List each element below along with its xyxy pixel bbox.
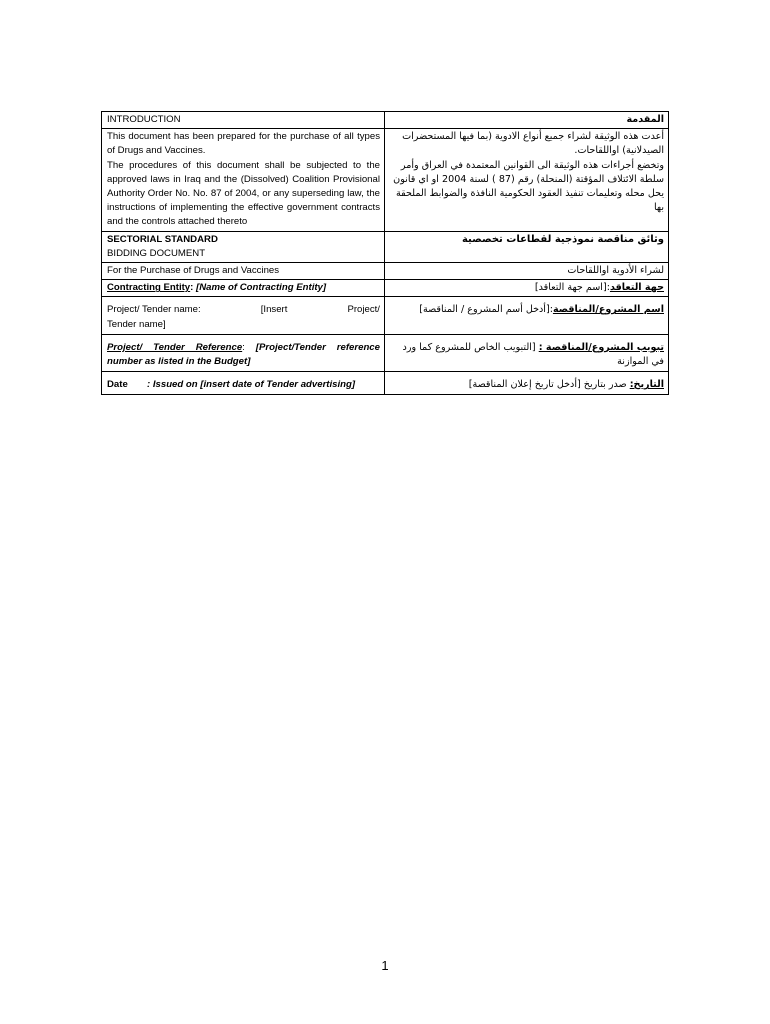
sectorial-line-2: BIDDING DOCUMENT <box>107 247 206 259</box>
intro-paragraph-1-en: This document has been prepared for the purchase of all types of Drugs and Vaccines. <box>107 131 380 157</box>
date-value-ar: صدر بتاريخ [أدخل تاريخ إعلان المناقصة] <box>468 379 627 391</box>
purchase-ar: لشراء الأدوية اواللقاحات <box>385 263 669 280</box>
project-name-insert: [Insert <box>260 304 288 316</box>
purchase-row <box>102 263 669 280</box>
contracting-label-ar: جهة التعاقد <box>609 282 664 294</box>
project-name-tender: Tender name] <box>107 318 166 330</box>
intro-heading-row <box>102 112 669 129</box>
contracting-label: Contracting Entity <box>107 282 191 294</box>
reference-value: [Project/Tender reference number as listed in the Budget] <box>107 341 380 368</box>
date-value: : Issued on [insert date of Tender advertising] <box>147 379 356 391</box>
intro-paragraph-2-ar: وتخضع أجراءات هذه الوثيقة الى القوانين المعتمدة في العراق وأمر سلطة الائتلاف المؤقتة (المنحلة) رقم (87 ) لسنة 2004 او اي قانون يحل محله وتعليمات تنفيذ العقود الحكومية النافذة والضوابط الملحقة بها <box>393 159 664 214</box>
purchase-en: For the Purchase of Drugs and Vaccines <box>102 263 385 280</box>
project-name-en <box>102 297 385 334</box>
intro-body-row <box>102 129 669 231</box>
intro-heading-en: INTRODUCTION <box>102 112 385 129</box>
project-name-first-line <box>107 303 380 317</box>
reference-label-ar: تبويب المشروع/المناقصة : <box>538 341 664 353</box>
document-table <box>101 111 669 395</box>
contracting-en: Contracting Entity: [Name of Contracting Entity] <box>102 280 385 297</box>
reference-row <box>102 334 669 371</box>
reference-label: Project/ Tender Reference <box>107 341 243 353</box>
project-name-label-ar: اسم المشروع/المناقصة <box>552 304 664 316</box>
project-name-project: Project/ <box>347 304 380 316</box>
reference-en: Project/ Tender Reference: [Project/Tender reference number as listed in the Budget] <box>102 334 385 371</box>
intro-paragraph-1-ar: أعدت هذه الوثيقة لشراء جميع أنواع الادوية (بما فيها المستحضرات الصيدلانية) اواللقاحات. <box>402 131 664 157</box>
project-name-value-ar: :[أدخل أسم المشروع / المناقصة] <box>419 304 553 316</box>
date-row <box>102 372 669 395</box>
contracting-ar <box>385 280 669 297</box>
intro-heading-ar: المقدمة <box>385 112 669 129</box>
sectorial-line-1: SECTORIAL STANDARD <box>107 233 218 245</box>
contracting-value: [Name of Contracting Entity] <box>196 282 327 294</box>
reference-ar <box>385 334 669 371</box>
sectorial-ar: وثائق مناقصة نموذجية لقطاعات تخصصية <box>385 231 669 262</box>
contracting-row <box>102 280 669 297</box>
date-ar <box>385 372 669 395</box>
project-name-ar <box>385 297 669 334</box>
project-name-row <box>102 297 669 334</box>
date-label: Date <box>107 379 128 391</box>
date-label-ar: التاريخ: <box>629 379 664 391</box>
date-en <box>102 372 385 395</box>
page-number: 1 <box>381 958 389 973</box>
intro-body-ar <box>385 129 669 231</box>
intro-paragraph-2-en: The procedures of this document shall be subjected to the approved laws in Iraq and the (Dissolved) Coalition Provisional Authority Order No. No. 87 of 2004, or any superseding law, the instructions of implementing the effective government contracts and the controls attached thereto <box>107 159 380 228</box>
intro-body-en <box>102 129 385 231</box>
sectorial-row <box>102 231 669 262</box>
contracting-value-ar: :[اسم جهة التعاقد] <box>534 282 610 294</box>
reference-value-ar: [التبويب الخاص للمشروع كما ورد في الموازنة <box>402 341 664 368</box>
project-name-label: Project/ Tender name: <box>107 304 201 316</box>
sectorial-en <box>102 231 385 262</box>
